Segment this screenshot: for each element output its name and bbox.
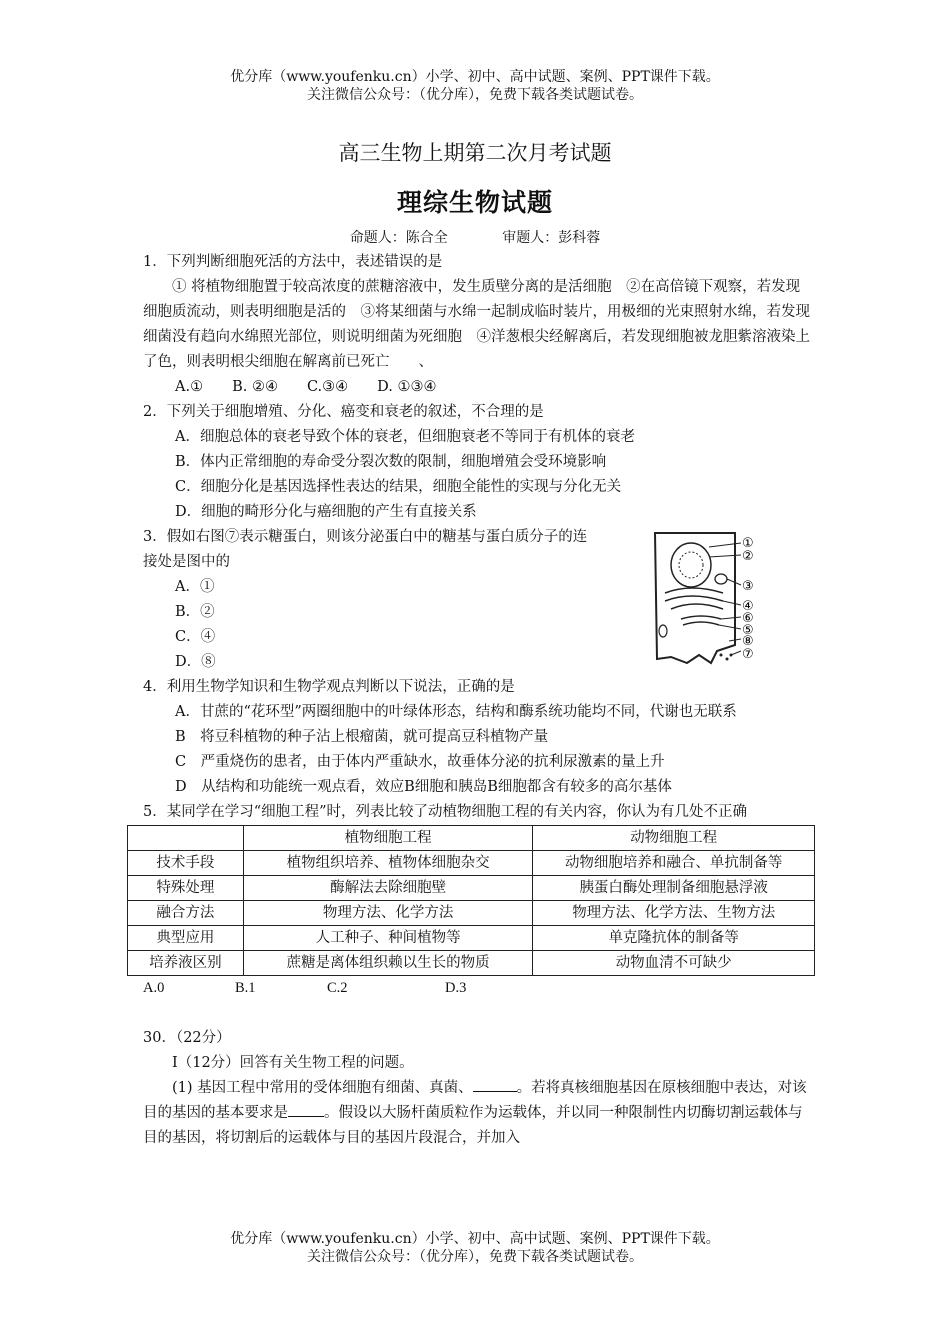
table-cell: 植物组织培养、植物体细胞杂交: [243, 851, 533, 876]
comparison-table: [127, 825, 815, 976]
setter: 命题人：陈合全: [349, 230, 448, 246]
secretion-dot: [720, 654, 723, 657]
q4-option-a: [143, 700, 811, 725]
fig-label-6: ⑥: [742, 611, 754, 626]
q4-option-c: C 严重烧伤的患者，由于体内严重缺水，故垂体分泌的抗利尿激素的量上升: [175, 754, 665, 770]
table-cell: 动物血清不可缺少: [533, 951, 815, 976]
secretion-dot: [726, 658, 729, 661]
fig-label-2: ②: [742, 549, 754, 564]
page-header: [0, 68, 950, 104]
q5-options: [143, 976, 811, 1001]
q4-option-d: D 从结构和功能统一观点看，效应B细胞和胰岛B细胞都含有较多的高尔基体: [175, 779, 672, 795]
table-cell: 融合方法: [128, 901, 244, 926]
fig-label-7: ⑦: [742, 647, 754, 662]
q5-stem: 5．某同学在学习“细胞工程”时，列表比较了动植物细胞工程的有关内容，你认为有几处不正确: [143, 804, 748, 820]
answer-blank[interactable]: [288, 1102, 324, 1117]
q1-options: A.① B. ②④ C.③④ D. ①③④: [175, 379, 437, 395]
table-cell: 酶解法去除细胞壁: [243, 876, 533, 901]
fig-label-8: ⑧: [742, 634, 754, 649]
q30-p1-a: (1) 基因工程中常用的受体细胞有细菌、真菌、: [172, 1080, 473, 1096]
page-footer: [0, 1230, 950, 1266]
table-header-cell: 动物细胞工程: [533, 826, 815, 851]
fig-label-1: ①: [742, 536, 754, 551]
q3-option-d: D．⑧: [175, 654, 216, 670]
er-line-1: [665, 588, 723, 593]
q3-stem: 3．假如右图⑦表示糖蛋白，则该分泌蛋白中的糖基与蛋白质分子的连接处是图中的: [143, 529, 588, 570]
er-line-2: [665, 596, 723, 601]
leader-line: [723, 601, 741, 605]
answer-blank[interactable]: [473, 1077, 517, 1092]
q4-stem: 4．利用生物学知识和生物学观点判断以下说法，正确的是: [143, 679, 515, 695]
table-header-row: [128, 826, 815, 851]
q30-paragraph-1: [143, 1076, 811, 1151]
leader-line: [731, 651, 741, 655]
nucleolus: [679, 552, 703, 578]
footer-line-2: 关注微信公众号：（优分库），免费下载各类试题试卷。: [307, 1249, 643, 1265]
header-line-2: 关注微信公众号：（优分库），免费下载各类试题试卷。: [307, 87, 643, 103]
table-cell: 人工种子、种间植物等: [243, 926, 533, 951]
golgi-1: [681, 616, 721, 619]
table-cell: 动物细胞培养和融合、单抗制备等: [533, 851, 815, 876]
spacer: [143, 1001, 811, 1026]
q3-option-a: A．①: [175, 579, 215, 595]
q5-option-b: B.1: [235, 980, 256, 996]
mitochondrion: [715, 574, 727, 584]
q2-option-c: C．细胞分化是基因选择性表达的结果，细胞全能性的实现与分化无关: [175, 479, 622, 495]
q1-stem: 1．下列判断细胞死活的方法中，表述错误的是: [143, 254, 443, 270]
q4-option-b: B 将豆科植物的种子沾上根瘤菌，就可提高豆科植物产量: [175, 729, 549, 745]
q4-option-a-text: A．甘蔗的“花环型”两圈细胞中的叶绿体形态，结构和酶系统功能均不同，代谢也无联系: [175, 704, 737, 720]
header-line-1: 优分库（www.youfenku.cn）小学、初中、高中试题、案例、PPT课件下载。: [230, 69, 720, 85]
q1-body: ① 将植物细胞置于较高浓度的蔗糖溶液中，发生质壁分离的是活细胞 ②在高倍镜下观察，若发现细胞质流动，则表明细胞是活的 ③将某细菌与水绵一起制成临时装片，用极细的光束照射水绵，若发现细菌没有趋向水绵照光部位，则说明细菌为死细胞 ④洋葱根尖经解离后，若发现细胞被龙胆紫溶液染上了色，则表明根尖细胞在解离前已死亡 、: [143, 279, 810, 370]
leader-line: [721, 617, 741, 619]
leader-line: [719, 625, 741, 629]
table-cell: 特殊处理: [128, 876, 244, 901]
er-line-3: [671, 604, 723, 609]
cell-outline: [655, 533, 735, 663]
table-row: [128, 951, 815, 976]
table-row: [128, 926, 815, 951]
vesicle: [659, 625, 667, 637]
authors-line: [0, 227, 950, 247]
leader-line: [709, 555, 741, 557]
q30-p1-c: 。假设以大肠杆菌质粒作为运载体，并以同一种限制性内切酶切割运载体与目的基因，将切割后的运载体与目的基因片段混合，并加入: [143, 1105, 803, 1146]
q30-part1: Ⅰ（12分）回答有关生物工程的问题。: [172, 1055, 414, 1071]
exam-title: 高三生物上期第二次月考试题: [338, 141, 612, 165]
footer-line-1: 优分库（www.youfenku.cn）小学、初中、高中试题、案例、PPT课件下载。: [230, 1231, 720, 1247]
q2-option-b: B．体内正常细胞的寿命受分裂次数的限制，细胞增殖会受环境影响: [175, 454, 607, 470]
table-cell: 物理方法、化学方法、生物方法: [533, 901, 815, 926]
table-header-cell: 植物细胞工程: [243, 826, 533, 851]
q2-option-a: A．细胞总体的衰老导致个体的衰老，但细胞衰老不等同于有机体的衰老: [175, 429, 635, 445]
q3-block: [143, 525, 811, 675]
table-cell: 培养液区别: [128, 951, 244, 976]
table-row: [128, 851, 815, 876]
q5-option-d: D.3: [445, 980, 467, 996]
q3-option-c: C．④: [175, 629, 216, 645]
q30-stem: 30．（22分）: [143, 1030, 231, 1046]
table-cell: 技术手段: [128, 851, 244, 876]
cell-diagram: [651, 527, 769, 667]
fig-label-3: ③: [742, 579, 754, 594]
exam-subtitle: 理综生物试题: [396, 188, 553, 217]
table-cell: 蔗糖是离体组织赖以生长的物质: [243, 951, 533, 976]
table-row: [128, 901, 815, 926]
reviewer: 审题人：彭科蓉: [502, 230, 601, 246]
q2-stem: 2．下列关于细胞增殖、分化、癌变和衰老的叙述，不合理的是: [143, 404, 544, 420]
table-cell: 单克隆抗体的制备等: [533, 926, 815, 951]
q2-option-d: D．细胞的畸形分化与癌细胞的产生有直接关系: [175, 504, 477, 520]
fig-label-4: ④: [742, 599, 754, 614]
table-cell: 胰蛋白酶处理制备细胞悬浮液: [533, 876, 815, 901]
table-cell: 典型应用: [128, 926, 244, 951]
nucleus: [671, 543, 711, 587]
table-header-cell: [128, 826, 244, 851]
q5-option-c: C.2: [327, 980, 348, 996]
q30-p1-b: 。若将真核细胞基因在原核细胞中表达，对该目的基因的基本要求是: [143, 1080, 807, 1121]
question-body: [143, 250, 811, 1151]
q3-option-b: B．②: [175, 604, 215, 620]
table-row: [128, 876, 815, 901]
fig-label-5: ⑤: [742, 623, 754, 638]
golgi-2: [683, 622, 719, 625]
q5-option-a: A.0: [143, 980, 165, 996]
table-cell: 物理方法、化学方法: [243, 901, 533, 926]
leader-line: [709, 543, 741, 547]
